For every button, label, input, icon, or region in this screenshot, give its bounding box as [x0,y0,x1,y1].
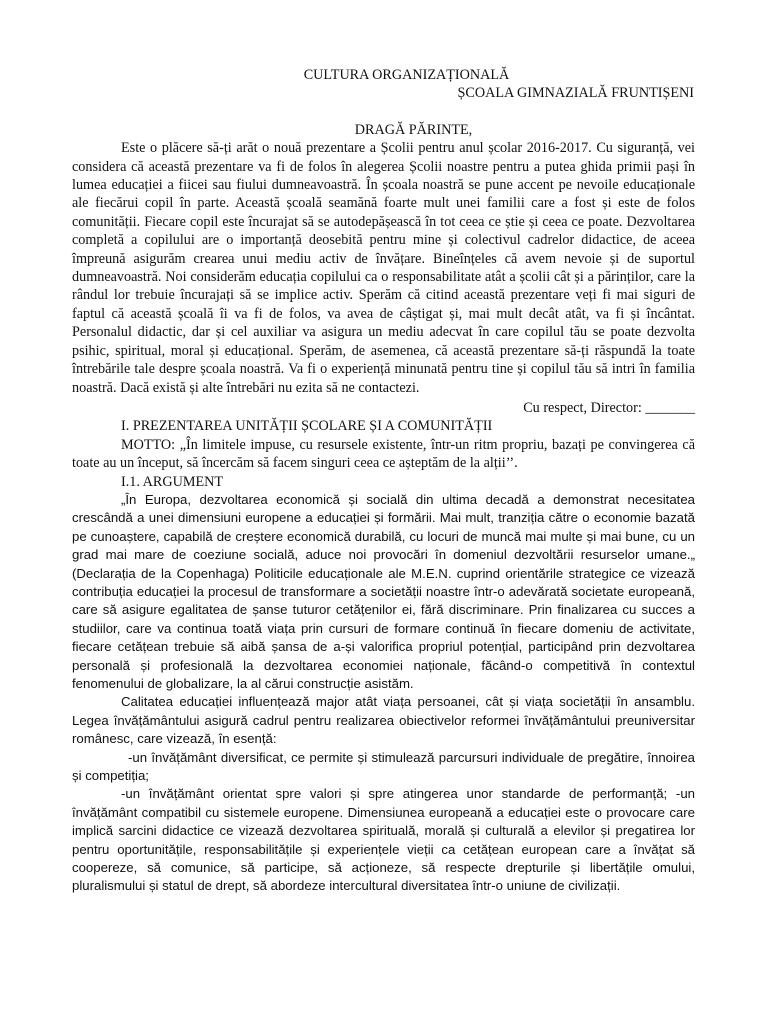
section-heading: I. PREZENTAREA UNITĂȚII ȘCOLARE ȘI A COMUNITĂȚII [121,418,493,435]
list-item: -un învățământ diversificat, ce permite și stimulează parcursuri individuale de pregătire, înnoirea și competiția; [72,749,695,784]
quality-paragraph: Calitatea educației influențează major atât viața persoanei, cât și viața societății în ansamblu. Legea învățământului asigură cadrul pentru realizarea obiectivelor reformei învățământului preuniversitar românesc, care vizează, în esență: [72,694,695,747]
list-item: -un învățământ orientat spre valori și spre atingerea unor standarde de performanță; -un învățământ compatibil cu sistemele europene. Dimensiunea europeană a educației este o provocare care implică sarcini didactice ce vizează dezvoltarea spirituală, morală și culturală a elevilor și pregatirea lor pentru oportunitățile, responsabilitățile și experiențele vieții ca cetățean european care a învățat să coopereze, să comunice, să participe, să acționeze, să respecte drepturile și libertățile omului, pluralismului și statul de drept, să abordeze intercultural diversitatea într-o uniune de civilizații. [72,786,695,894]
argument-paragraph: „În Europa, dezvoltarea economică și socială din ultima decadă a demonstrat necesitatea crescândă a unei dimensiuni europene a educației și formării. Mai mult, tranziția către o economie bazată pe cunoaștere, capabilă de creștere economică durabilă, cu locuri de muncă mai multe și mai bune, cu un grad mai mare de coeziune socială, aduce noi provocări în domeniul dezvoltării resurselor umane.„ (Declarația de la Copenhaga) Politicile educaționale ale M.E.N. cuprind orientările strategice ce vizează contribuția educației la procesul de transformare a societății noastre într-o adevărată societate europeană, care să asigure egalitatea de șanse tuturor cetățenilor ei, fără discriminare. Prin finalizarea cu succes a studiilor, care va continua toată viața prin cursuri de formare continuă în fiecare domeniu de activitate, fiecare cetățean trebuie să aibă șansa de a-și valorifica propriul potențial, participând prin dezvoltarea personală și profesională la dezvoltarea economiei naționale, făcând-o competitivă în contextul fenomenului de globalizare, la al cărui construcție asistăm. [72,491,695,691]
motto-paragraph: MOTTO: „În limitele impuse, cu resursele existente, într-un ritm propriu, bazați pe convingerea că toate au un început, să încercăm să facem singuri ceea ce așteptăm de la alții’’. [72,436,695,472]
director-signature: Cu respect, Director: _______ [523,399,695,416]
school-name: ȘCOALA GIMNAZIALĂ FRUNTIȘENI [457,85,694,102]
subsection-heading: I.1. ARGUMENT [121,473,224,490]
greeting-heading: DRAGĂ PĂRINTE, [354,121,473,138]
document-title: CULTURA ORGANIZAȚIONALĂ [303,67,510,83]
intro-paragraph: Este o plăcere să-ți arăt o nouă prezentare a Școlii pentru anul școlar 2016-2017. Cu siguranță, vei considera că această prezentare va fi de folos în alegerea Școlii noastre pentru a putea ghida primii pași în lumea educației a fiicei sau fiului dumneavoastră. În școala noastră se pune accent pe nevoile educaționale ale fiecărui copil în parte. Această școală seamănă foarte mult unei familii care a fost și este de folos comunității. Fiecare copil este încurajat să se autodepășească în tot ceea ce știe și ceea ce poate. Dezvoltarea completă a copilului are o importanță deosebită pentru mine și colectivul cadrelor didactice, de aceea împreună asigurăm crearea unui mediu activ de învățare. Bineînțeles că avem nevoie și de suportul dumneavoastră. Noi considerăm educația copilului ca o responsabilitate atât a școlii cât și a părinților, care la rândul lor trebuie încurajați să se implice activ. Sperăm că citind această prezentare veți fi mai siguri de faptul că această școală îi va fi de folos, va avea de câștigat și, mai mult decât atât, va fi și încântat. Personalul didactic, dar și cel auxiliar va asigura un mediu adecvat în care copilul tău se poate dezvolta psihic, spiritual, moral și educațional. Sperăm, de asemenea, că această prezentare să-ți răspundă la toate întrebările tale despre școala noastră. Va fi o experiență minunată pentru tine și copilul tău să intri în familia noastră. Dacă există și alte întrebări nu ezita să ne contactezi. [72,140,695,396]
